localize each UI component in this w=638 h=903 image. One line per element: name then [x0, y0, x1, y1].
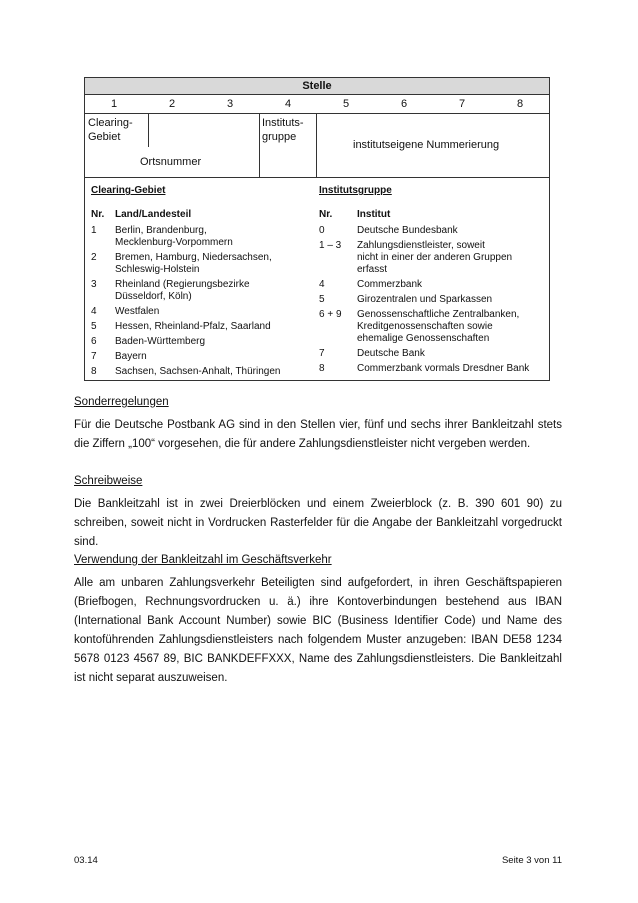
legend-row-number: 5	[319, 294, 325, 305]
legend-row-number: 6	[91, 336, 97, 347]
legend-row-text	[115, 321, 311, 333]
nr-label: Nr.	[319, 209, 333, 220]
legend-row-line: Sachsen, Sachsen-Anhalt, Thüringen	[115, 366, 281, 377]
clearing-legend	[91, 184, 311, 378]
legend-row-line: Kreditgenossenschaften sowie	[357, 321, 493, 332]
position-number: 2	[168, 98, 176, 110]
legend-row-number: 1 – 3	[319, 240, 342, 251]
legend-row-line: erfasst	[357, 264, 388, 275]
legend-row-number: 8	[319, 363, 325, 374]
footer-page-number: Seite 3 von 11	[501, 855, 562, 866]
legend-row-number: 7	[319, 348, 325, 359]
legend-row-line: ehemalige Genossenschaften	[357, 333, 490, 344]
legend-row-number: 6 + 9	[319, 309, 342, 320]
legend-row-text	[357, 225, 545, 237]
legend-row-line: Girozentralen und Sparkassen	[357, 294, 493, 305]
label-line: Gebiet	[88, 131, 121, 143]
legend-row-line: Bayern	[115, 351, 147, 362]
schreibweise-section	[74, 472, 562, 552]
divider	[148, 114, 149, 147]
legend-row-number: 3	[91, 279, 97, 290]
legend-row-line: Westfalen	[115, 306, 160, 317]
legend-row-line: Deutsche Bank	[357, 348, 425, 359]
legend-row-number: 1	[91, 225, 97, 236]
instituts-legend-subheader	[319, 208, 545, 222]
nr-label: Nr.	[91, 209, 105, 220]
verwendung-section	[74, 551, 562, 688]
legend-row-text	[115, 252, 311, 276]
legend-row-number: 7	[91, 351, 97, 362]
footer-date: 03.14	[74, 855, 98, 866]
position-number: 5	[342, 98, 350, 110]
legend-row-text	[357, 363, 545, 375]
position-numbers	[85, 95, 549, 114]
clearing-legend-subheader	[91, 208, 311, 222]
legend-row	[319, 240, 545, 276]
divider	[316, 114, 317, 177]
legend-row-line: Commerzbank vormals Dresdner Bank	[357, 363, 530, 374]
verwendung-heading: Verwendung der Bankleitzahl im Geschäftsverkehr	[74, 554, 332, 566]
legend-row-line: Mecklenburg-Vorpommern	[115, 237, 233, 248]
institutseigene-label: institutseigene Nummerierung	[353, 139, 500, 151]
legend-row-text	[357, 240, 545, 276]
legend-row-line: Hessen, Rheinland-Pfalz, Saarland	[115, 321, 271, 332]
legend-row-text	[115, 336, 311, 348]
legend-row-line: Zahlungsdienstleister, soweit	[357, 240, 485, 251]
sonderregelungen-heading: Sonderregelungen	[74, 396, 169, 408]
stelle-header: Stelle	[85, 78, 549, 95]
position-number: 1	[110, 98, 118, 110]
ortsnummer-label: Ortsnummer	[140, 156, 202, 168]
legend-row-text	[357, 294, 545, 306]
legend-row-line: Bremen, Hamburg, Niedersachsen,	[115, 252, 272, 263]
position-number: 4	[284, 98, 292, 110]
legend-row	[319, 294, 545, 306]
clearing-gebiet-label	[88, 116, 133, 144]
stelle-table	[84, 77, 550, 381]
legend-row-number: 0	[319, 225, 325, 236]
clearing-legend-heading: Clearing-Gebiet	[91, 185, 166, 196]
divider	[259, 114, 260, 177]
position-number: 3	[226, 98, 234, 110]
legend-row	[91, 225, 311, 249]
sonderregelungen-text: Für die Deutsche Postbank AG sind in den Stellen vier, fünf und sechs ihrer Bankleitzahl stets die Ziffern „100“ vorgesehen, die für andere Zahlungsdienstleister nicht vergeben werden.	[74, 419, 562, 450]
instituts-rows	[319, 225, 545, 375]
legend-row-text	[115, 279, 311, 303]
legend-row-number: 2	[91, 252, 97, 263]
legend-row	[91, 306, 311, 318]
legend-row-line: Düsseldorf, Köln)	[115, 291, 192, 302]
legend-row	[91, 366, 311, 378]
legend-row-text	[357, 348, 545, 360]
position-number: 7	[458, 98, 466, 110]
legend-row-number: 4	[319, 279, 325, 290]
col-label: Land/Landesteil	[115, 209, 192, 220]
legend-area	[85, 178, 549, 380]
legend-row-line: Baden-Württemberg	[115, 336, 206, 347]
legend-row-line: Genossenschaftliche Zentralbanken,	[357, 309, 520, 320]
schreibweise-heading: Schreibweise	[74, 475, 143, 487]
position-number: 6	[400, 98, 408, 110]
legend-row	[319, 225, 545, 237]
instituts-legend	[319, 184, 545, 375]
legend-row-line: Deutsche Bundesbank	[357, 225, 458, 236]
legend-row-line: Commerzbank	[357, 279, 423, 290]
instituts-legend-heading: Institutsgruppe	[319, 185, 392, 196]
legend-row	[91, 321, 311, 333]
legend-row-text	[357, 309, 545, 345]
legend-row-line: Berlin, Brandenburg,	[115, 225, 207, 236]
label-line: Instituts-	[262, 117, 304, 129]
legend-row-number: 4	[91, 306, 97, 317]
legend-row-line: Schleswig-Holstein	[115, 264, 200, 275]
legend-row	[91, 252, 311, 276]
schreibweise-text: Die Bankleitzahl ist in zwei Dreierblöcken und einem Zweierblock (z. B. 390 601 90) zu schreiben, soweit nicht in Vordrucken Rasterfelder für die Angabe der Bankleitzahl vorgedruckt sind.	[74, 498, 562, 548]
stelle-description	[85, 114, 549, 178]
legend-row-number: 8	[91, 366, 97, 377]
legend-row	[319, 363, 545, 375]
position-number: 8	[516, 98, 524, 110]
label-line: gruppe	[262, 131, 297, 143]
clearing-rows	[91, 225, 311, 378]
legend-row	[319, 348, 545, 360]
legend-row-text	[357, 279, 545, 291]
legend-row-text	[115, 351, 311, 363]
verwendung-text: Alle am unbaren Zahlungsverkehr Beteiligten sind aufgefordert, in ihren Geschäftspapieren (Briefbogen, Rechnungsvordrucken u. ä.) ihre Kontoverbindungen bestehend aus IBAN (International Bank Account Number) sowie BIC (Business Identifier Code) und Name des kontoführenden Zahlungsdienstleisters nach folgendem Muster anzugeben: IBAN DE58 1234 5678 0123 4567 89, BIC BANKDEFFXXX, Name des Zahlungsdienstleisters. Die Bankleitzahl ist nicht separat auszuweisen.	[74, 577, 562, 684]
legend-row	[91, 279, 311, 303]
legend-row	[91, 336, 311, 348]
legend-row	[319, 309, 545, 345]
legend-row-text	[115, 225, 311, 249]
legend-row-number: 5	[91, 321, 97, 332]
institutsgruppe-label	[262, 116, 304, 144]
sonderregelungen-section	[74, 393, 562, 454]
legend-row-line: nicht in einer der anderen Gruppen	[357, 252, 513, 263]
col-label: Institut	[357, 209, 391, 220]
legend-row	[91, 351, 311, 363]
label-line: Clearing-	[88, 117, 133, 129]
legend-row	[319, 279, 545, 291]
legend-row-text	[115, 366, 311, 378]
legend-row-text	[115, 306, 311, 318]
legend-row-line: Rheinland (Regierungsbezirke	[115, 279, 250, 290]
